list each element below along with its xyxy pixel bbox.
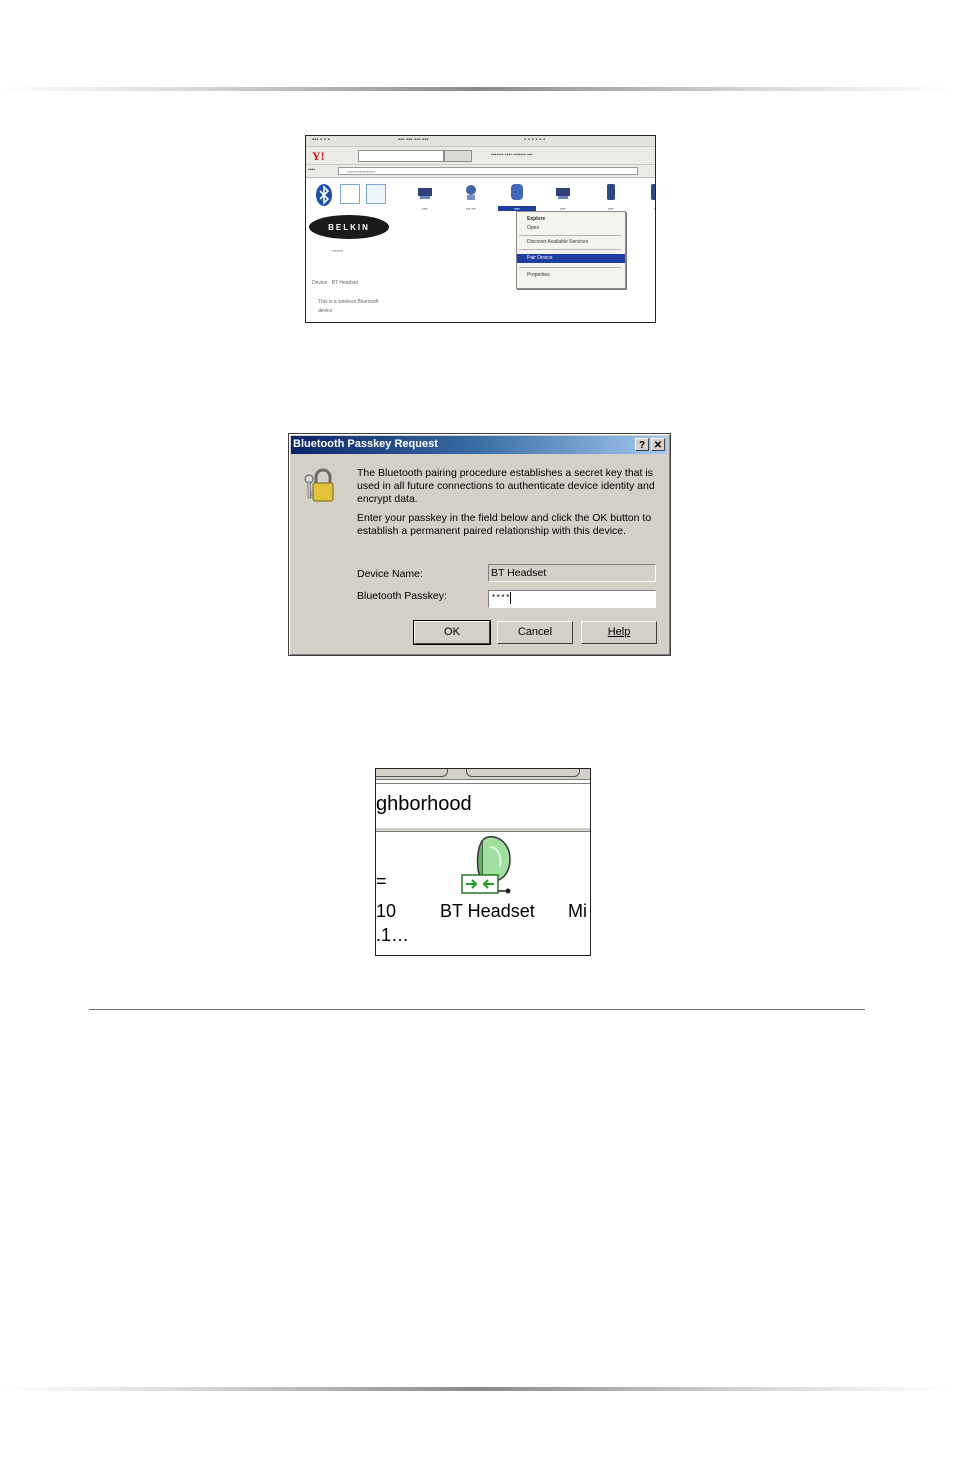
- lock-key-icon: [303, 467, 337, 503]
- yahoo-logo-icon: Y!: [312, 149, 325, 163]
- help-question-button[interactable]: ?: [635, 438, 649, 451]
- toolbar-button[interactable]: [466, 768, 580, 777]
- separator-bar: [376, 828, 590, 832]
- address-field[interactable]: ▪▪▪▪▪▪▪▪▪▪▪▪▪▪▪▪▪▪▪▪: [338, 167, 638, 175]
- device-item-bt-headset[interactable]: ▪▪▪▪: [498, 182, 536, 211]
- ok-button[interactable]: OK: [414, 621, 490, 644]
- address-bar[interactable]: [376, 783, 590, 830]
- address-label: ▪▪▪▪: [308, 167, 316, 173]
- bluetooth-neighborhood-screenshot: [305, 135, 656, 323]
- toolbar-strip: [376, 769, 590, 780]
- menu-item-explore[interactable]: Explore: [527, 216, 546, 222]
- toolbar-button[interactable]: [375, 768, 448, 777]
- passkey-value: ****: [491, 594, 511, 603]
- menu-separator: [519, 235, 621, 236]
- yahoo-search-input[interactable]: [358, 150, 444, 162]
- yahoo-ticker: ▪▪▪▪▪▪▪ ▪▪▪▪ ▪▪▪▪▪▪▪ ▪▪▪: [491, 152, 533, 158]
- address-bar: [306, 165, 655, 178]
- svg-text:BELKIN: BELKIN: [328, 223, 370, 232]
- device-item[interactable]: ▪▪▪▪: [592, 182, 630, 211]
- menu-item-discover-services[interactable]: Discover Available Services: [527, 239, 589, 245]
- belkin-url: ▪▪▪▪▪▪▪▪: [332, 248, 344, 253]
- menu-separator: [519, 267, 621, 268]
- device-item[interactable]: ▪▪▪▪: [544, 182, 582, 211]
- partial-device-label-2: .1…: [376, 925, 410, 945]
- passkey-dialog: [288, 433, 671, 656]
- dialog-titlebar: [291, 436, 668, 454]
- device-item[interactable]: ▪▪▪ ▪▪▪: [452, 182, 490, 211]
- folder-icon: [366, 184, 386, 204]
- text-caret: [510, 592, 511, 604]
- network-icon: [461, 182, 481, 202]
- bt-headset-label: BT Headset: [440, 901, 535, 921]
- computer-icon: [553, 182, 573, 202]
- folder-icon: [340, 184, 360, 204]
- partial-symbol: =: [376, 871, 387, 891]
- menu-separator: [519, 249, 621, 250]
- help-button-label: Help: [607, 626, 631, 638]
- side-description: This is a wireless Bluetooth device: [318, 299, 379, 314]
- menu-item-properties[interactable]: Properties: [527, 272, 550, 278]
- paired-headset-icon[interactable]: [460, 833, 516, 895]
- bluetooth-icon: [312, 183, 336, 207]
- device-item[interactable]: ▪▪▪▪: [406, 182, 444, 211]
- close-button[interactable]: ✕: [651, 438, 665, 451]
- device-name-label: Device Name:: [357, 568, 423, 580]
- menu-item-pair-device[interactable]: Pair Device: [517, 254, 625, 263]
- context-menu: [516, 211, 626, 289]
- computer-icon: [415, 182, 435, 202]
- bottom-decorative-rule: [0, 1387, 954, 1391]
- yahoo-toolbar: [306, 147, 655, 165]
- passkey-input[interactable]: [488, 590, 656, 608]
- device-item[interactable]: ▪: [636, 182, 656, 211]
- partial-device-label-right: Mi: [568, 901, 587, 921]
- dialog-title: Bluetooth Passkey Request: [293, 438, 438, 450]
- passkey-label: Bluetooth Passkey:: [357, 590, 447, 602]
- address-text: ghborhood: [376, 793, 472, 815]
- device-icon: [645, 182, 656, 202]
- dialog-paragraph-2: Enter your passkey in the field below and click the OK button to establish a permanent paired relationship with this device.: [357, 512, 652, 537]
- phone-icon: [601, 182, 621, 202]
- side-device-line: Device · BT Headset: [312, 280, 359, 286]
- menu-item-open[interactable]: Open: [527, 225, 540, 231]
- help-button[interactable]: [581, 621, 657, 644]
- yahoo-search-button[interactable]: [444, 150, 472, 162]
- device-name-field: BT Headset: [488, 564, 656, 582]
- paired-headset-screenshot: [375, 768, 591, 956]
- section-divider: [89, 1009, 865, 1010]
- browser-menubar: ▪▪▪ ▪ ▪ ▪ ▪▪▪ ▪▪▪ ▪▪▪ ▪▪▪ ▪ ▪ ▪ ▪ ▪ ▪: [306, 136, 655, 147]
- partial-device-label-1: 10: [376, 901, 397, 921]
- belkin-logo: [306, 212, 392, 242]
- top-decorative-rule: [0, 87, 954, 91]
- headset-icon: [507, 182, 527, 202]
- cancel-button[interactable]: Cancel: [497, 621, 573, 644]
- dialog-paragraph-1: The Bluetooth pairing procedure establishes a secret key that is used in all future connections to authenticate device identity and encrypt data.: [357, 467, 655, 505]
